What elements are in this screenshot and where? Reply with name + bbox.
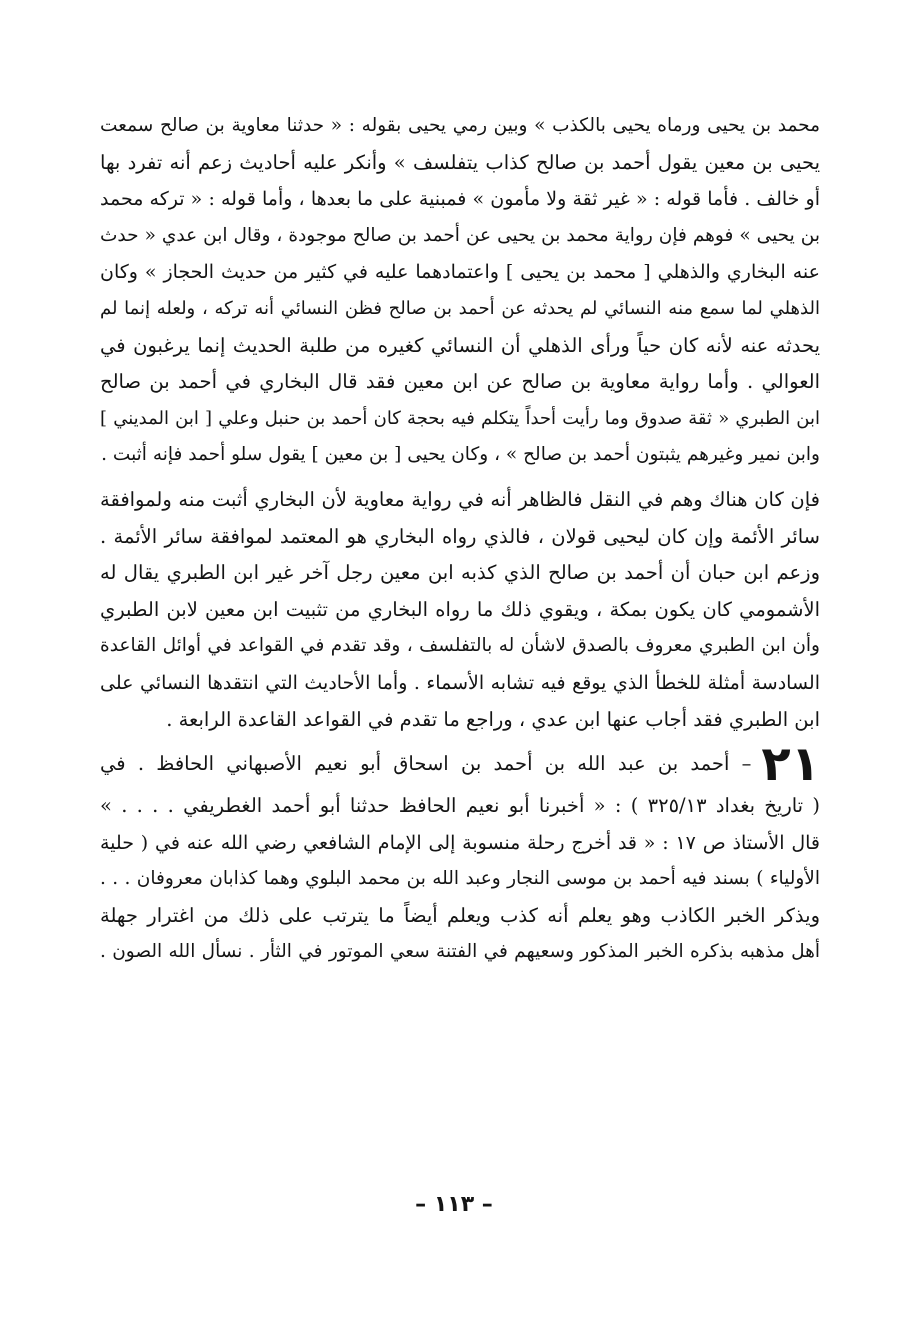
paragraph-spacer: [100, 474, 820, 482]
text-line: فإن كان هناك وهم في النقل فالظاهر أنه في رواية معاوية لأن البخاري أثبت منه ولموافقة: [100, 487, 820, 511]
entry-heading-row: [100, 736, 820, 793]
text-line: ويذكر الخبر الكاذب وهو يعلم أنه كذب ويعلم أيضاً ما يترتب على ذلك من اغترار جهلة: [100, 903, 820, 927]
text-line: قال الأستاذ ص ١٧ : « قد أخرج رحلة منسوبة إلى الإمام الشافعي رضي الله عنه في ( حلية: [100, 831, 820, 854]
text-line: العوالي . وأما رواية معاوية بن صالح عن ابن معين فقد قال البخاري في أحمد بن صالح: [100, 370, 820, 394]
page-text-block: [100, 108, 820, 971]
text-line: وزعم ابن حبان أن أحمد بن صالح الذي كذبه ابن معين رجل آخر غير ابن الطبري يقال له: [100, 561, 820, 585]
text-line: سائر الأئمة وإن كان ليحيى قولان ، فالذي رواه البخاري هو المعتمد لموافقة سائر الأئمة .: [100, 524, 820, 548]
entry-heading: – أحمد بن عبد الله بن أحمد بن اسحاق أبو نعيم الأصبهاني الحافظ . في: [100, 752, 752, 776]
text-line: عنه البخاري والذهلي [ محمد بن يحيى ] واعتمادهما عليه في كثير من حديث الحجاز » وكان: [100, 261, 820, 284]
page-number: – ١١٣ –: [415, 1192, 493, 1217]
text-line: السادسة أمثلة للخطأ الذي يوقع فيه تشابه الأسماء . وأما الأحاديث التي انتقدها النسائي على: [100, 671, 820, 694]
text-line: وابن نمير وغيرهم يثبتون أحمد بن صالح » ، وكان يحيى [ بن معين ] يقول سلو أحمد فإنه أثبت .: [101, 444, 820, 466]
text-line: أو خالف . فأما قوله : « غير ثقة ولا مأمون » فمبنية على ما بعدها ، وأما قوله : « تركه محمد: [100, 188, 820, 211]
text-line: يحيى بن معين يقول أحمد بن صالح كذاب يتفلسف » وأنكر عليه أحاديث زعم أنه تفرد بها: [100, 150, 820, 174]
text-line: أهل مذهبه بذكره الخبر المذكور وسعيهم في الفتنة سعي الموتور في الثأر . نسأل الله الصون .: [100, 941, 820, 963]
text-line: محمد بن يحيى ورماه يحيى بالكذب » وبين رمي يحيى بقوله : « حدثنا معاوية بن صالح سمعت: [100, 115, 820, 136]
text-line: الأشمومي كان يكون بمكة ، ويقوي ذلك ما رواه البخاري من تثبيت ابن معين لابن الطبري: [100, 597, 820, 621]
text-line: ابن الطبري « ثقة صدوق وما رأيت أحداً يتكلم فيه بحجة كان أحمد بن حنبل وعلي [ ابن المديني ]: [100, 407, 820, 429]
entry-number: ٢١: [761, 736, 820, 793]
text-line: بن يحيى » فوهم فإن رواية محمد بن يحيى عن أحمد بن صالح موجودة ، وقال ابن عدي « حدث: [100, 224, 820, 246]
paragraph-2: [100, 482, 820, 738]
paragraph-1: [100, 108, 820, 474]
text-line: وأن ابن الطبري معروف بالصدق لاشأن له بالتفلسف ، وقد تقدم في القواعد في أوائل القاعدة: [100, 635, 820, 657]
text-line: ابن الطبري فقد أجاب عنها ابن عدي ، وراجع ما تقدم في القواعد القاعدة الرابعة .: [166, 707, 820, 731]
text-line: يحدثه عنه لأنه كان حياً ورأى الذهلي أن النسائي كغيره من طلبة الحديث إنما يرغبون في: [100, 333, 820, 357]
text-line: الأولياء ) بسند فيه أحمد بن موسى النجار وعبد الله بن محمد البلوي وهما كذابان معروفان . . .: [100, 868, 820, 890]
text-line: ( تاريخ بغداد ٣٢٥/١٣ ) : « أخبرنا أبو نعيم الحافظ حدثنا أبو أحمد الغطريفي . . . . »: [100, 794, 820, 818]
text-line: الذهلي لما سمع منه النسائي لم يحدثه عن أحمد بن صالح فظن النسائي أنه تركه ، ولعله إنما لم: [100, 297, 820, 319]
entry-21: [100, 736, 820, 971]
